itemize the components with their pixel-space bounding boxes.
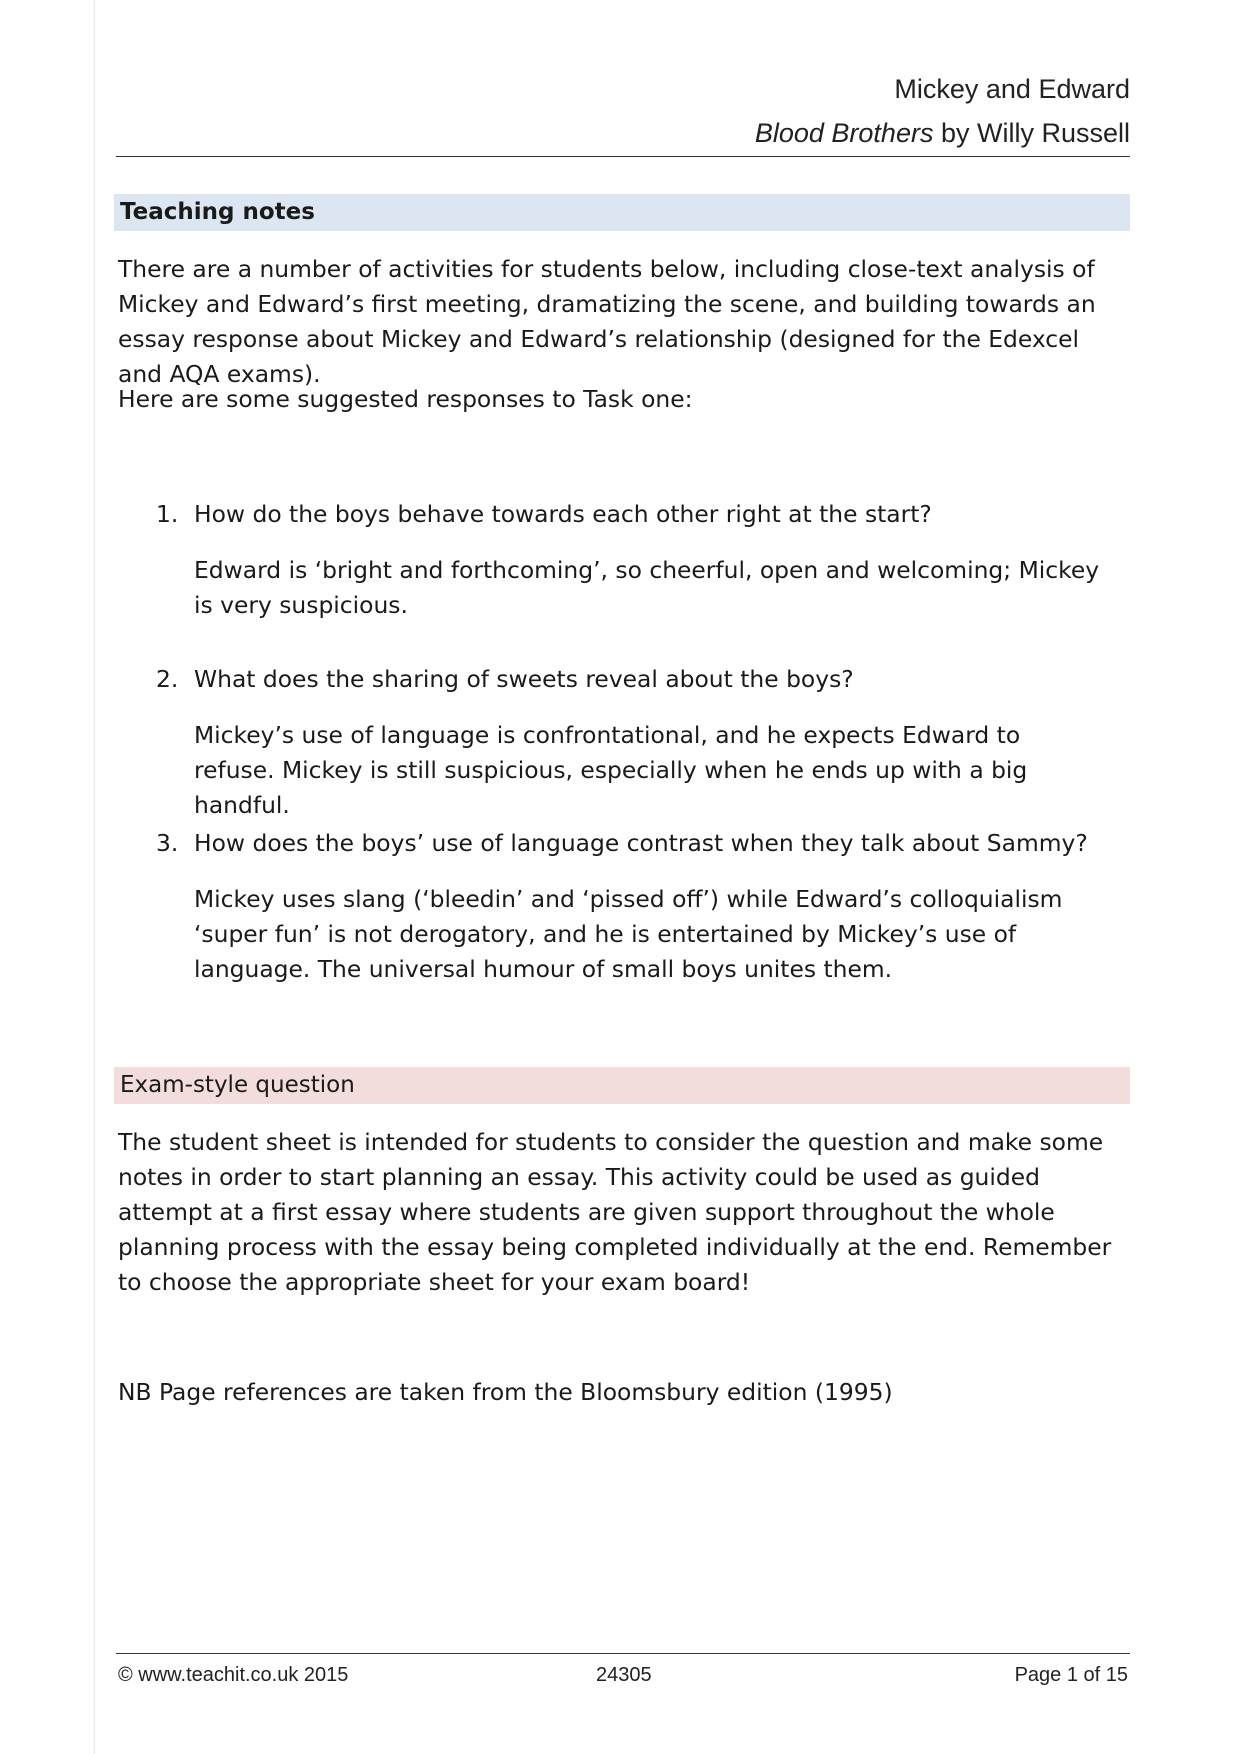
list-number: 2. xyxy=(156,665,179,693)
play-title: Blood Brothers xyxy=(754,118,934,148)
edition-note: NB Page references are taken from the Bloomsbury edition (1995) xyxy=(118,1378,893,1406)
list-question: What does the sharing of sweets reveal about the boys? xyxy=(194,665,854,693)
exam-question-heading: Exam-style question xyxy=(120,1072,355,1098)
list-answer: Mickey uses slang (‘bleedin’ and ‘pissed off’) while Edward’s colloquialism ‘super fun’ is not derogatory, and he is entertained by Mickey’s use of language. The universal humour of small boys unites them. xyxy=(194,885,1063,983)
page-number: Page 1 of 15 xyxy=(1014,1664,1128,1686)
intro-paragraph: There are a number of activities for students below, including close-text analysis of Mickey and Edward’s first meeting, dramatizing the scene, and building towards an essay response about Mickey and Edward’s relationship (designed for the Edexcel and AQA exams). xyxy=(118,255,1096,388)
list-number: 1. xyxy=(156,500,179,528)
task-lead-paragraph: Here are some suggested responses to Task one: xyxy=(118,385,693,413)
document-title: Mickey and Edward xyxy=(894,74,1130,104)
exam-body-paragraph: The student sheet is intended for students to consider the question and make some notes in order to start planning an essay. This activity could be used as guided attempt at a first essay where students are given support throughout the whole planning process with the essay being completed individually at the end. Remember to choose the appropriate sheet for your exam board! xyxy=(118,1128,1112,1296)
document-subtitle xyxy=(755,118,1130,149)
page-edge xyxy=(94,0,95,1754)
author-credit: by Willy Russell xyxy=(933,118,1130,148)
copyright-text: © www.teachit.co.uk 2015 xyxy=(118,1664,349,1686)
list-question: How do the boys behave towards each other right at the start? xyxy=(194,500,932,528)
teaching-notes-heading-band xyxy=(114,194,1130,231)
list-answer: Mickey’s use of language is confrontational, and he expects Edward to refuse. Mickey is still suspicious, especially when he ends up with a big handful. xyxy=(194,721,1028,819)
list-question: How does the boys’ use of language contrast when they talk about Sammy? xyxy=(194,829,1088,857)
list-answer: Edward is ‘bright and forthcoming’, so cheerful, open and welcoming; Mickey is very suspicious. xyxy=(194,556,1100,619)
page-header xyxy=(116,72,1130,157)
teaching-notes-heading: Teaching notes xyxy=(120,199,315,225)
exam-question-heading-band xyxy=(114,1067,1130,1104)
list-number: 3. xyxy=(156,829,179,857)
resource-code: 24305 xyxy=(596,1664,652,1686)
page-footer xyxy=(116,1653,1130,1694)
